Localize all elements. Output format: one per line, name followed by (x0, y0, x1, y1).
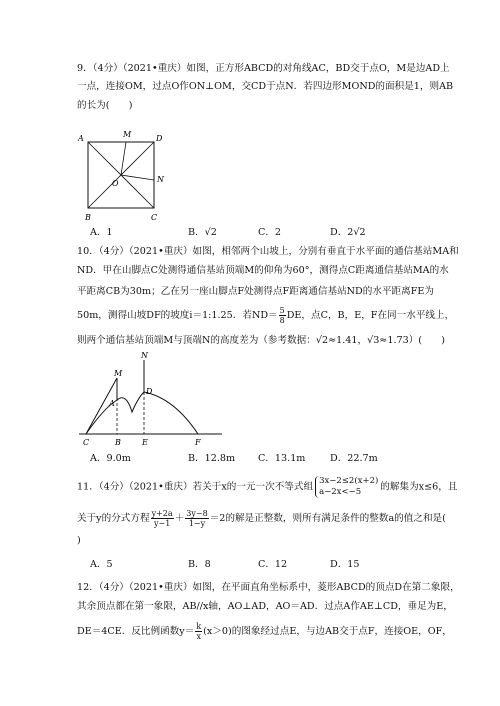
q9-square-figure (70, 126, 170, 222)
q10-label-f: F (195, 438, 201, 447)
q11-line-1-b: 的解集为x≤6，且 (380, 481, 458, 493)
q10-label-d: D (146, 387, 153, 396)
q11-option-d: D．15 (330, 559, 360, 570)
q11-line-1-a: 11．（4分）（2021•重庆）若关于x的一元一次不等式组 (77, 481, 314, 493)
q10-line-5: 则两个通信基站顶端M与顶端N的高度差为（参考数据：√2≈1.41，√3≈1.73）( ) (77, 335, 445, 346)
q9-option-b: B．√2 (188, 227, 217, 238)
q11-fraction-1: $\frac{y+2a}{y-1}$ (151, 509, 173, 528)
q9-option-d: D．2√2 (330, 227, 366, 238)
q9-option-c: C．2 (258, 227, 282, 238)
q10-fraction: $\frac{5}{8}$ (279, 306, 285, 325)
q10-option-d: D．22.7m (330, 453, 378, 464)
q10-option-b: B．12.8m (188, 453, 236, 464)
q11-line-2 (77, 509, 446, 528)
q11-line-3: ) (77, 535, 81, 546)
q11-line-1 (77, 476, 457, 498)
q9-label-c: C (151, 213, 158, 222)
q11-fraction-2: $\frac{3y-8}{1-y}$ (186, 509, 208, 528)
q11-option-b: B．8 (188, 559, 211, 570)
q9-label-a: A (78, 134, 84, 143)
q9-label-n: N (157, 175, 164, 184)
q9-line-2: 一点，连接OM，过点O作ON⊥OM，交CD于点N．若四边形MOND的面积是1，则AB (77, 81, 454, 92)
q10-label-n: N (141, 351, 148, 360)
q11-inequality-system: 3x−2≤2(x+2) a−2x<−5 (315, 476, 378, 498)
q11-option-c: C．12 (258, 559, 288, 570)
q10-option-a: A．9.0m (90, 453, 131, 464)
q12-line-3-b: (x＞0)的图象经过点E，与边AB交于点F，连接OE，OF， (203, 626, 452, 637)
q11-plus: ＋ (174, 513, 185, 524)
q11-line-2-b: ＝2的解是正整数，则所有满足条件的整数a的值之和是( (209, 513, 446, 524)
q10-option-c: C．13.1m (258, 453, 306, 464)
q10-label-e: E (142, 438, 148, 447)
q12-fraction: $\frac{k}{x}$ (196, 622, 202, 641)
q10-label-c: C (83, 438, 90, 447)
q11-line-2-a: 关于y的分式方程 (77, 513, 150, 524)
q9-label-d: D (156, 134, 163, 143)
q9-line-3: 的长为( ) (77, 100, 133, 111)
q12-line-3-a: DE＝4CE．反比例函数y＝ (77, 626, 195, 637)
q9-line-1: 9．（4分）（2021•重庆）如图，正方形ABCD的对角线AC，BD交于点O，M是边AD上 (77, 63, 450, 74)
q10-line-3: 平距离CB为30m；乙在另一座山脚点F处测得点F距离通信基站ND的水平距离FE为 (77, 286, 434, 297)
q12-line-2: 其余顶点都在第一象限，AB//x轴，AO⊥AD，AO＝AD．过点A作AE⊥CD，垂足为E， (77, 601, 453, 612)
q9-option-a: A．1 (90, 227, 113, 238)
q10-hills-figure (74, 350, 224, 450)
q12-line-1: 12．（4分）（2021•重庆）如图，在平面直角坐标系中，菱形ABCD的顶点D在第二象限， (77, 582, 460, 593)
q10-label-a: A (109, 399, 115, 408)
q10-label-b: B (115, 438, 121, 447)
q11-option-a: A．5 (90, 559, 113, 570)
q10-label-m: M (114, 369, 123, 378)
q10-line-4-a: 50m，测得山坡DF的坡度i＝1:1.25．若ND＝ (77, 310, 278, 321)
q9-label-b: B (85, 213, 91, 222)
q9-label-o: O (112, 179, 119, 188)
q12-line-3 (77, 622, 452, 641)
q10-line-1: 10．（4分）（2021•重庆）如图，相邻两个山坡上，分别有垂直于水平面的通信基站MA和 (77, 246, 459, 257)
q10-line-4 (77, 306, 454, 325)
q9-label-m: M (123, 130, 132, 139)
q10-line-2: ND．甲在山脚点C处测得通信基站顶端M的仰角为60°，测得点C距离通信基站MA的水 (77, 265, 449, 276)
q10-line-4-b: DE，点C，B，E，F在同一水平线上， (286, 310, 455, 321)
